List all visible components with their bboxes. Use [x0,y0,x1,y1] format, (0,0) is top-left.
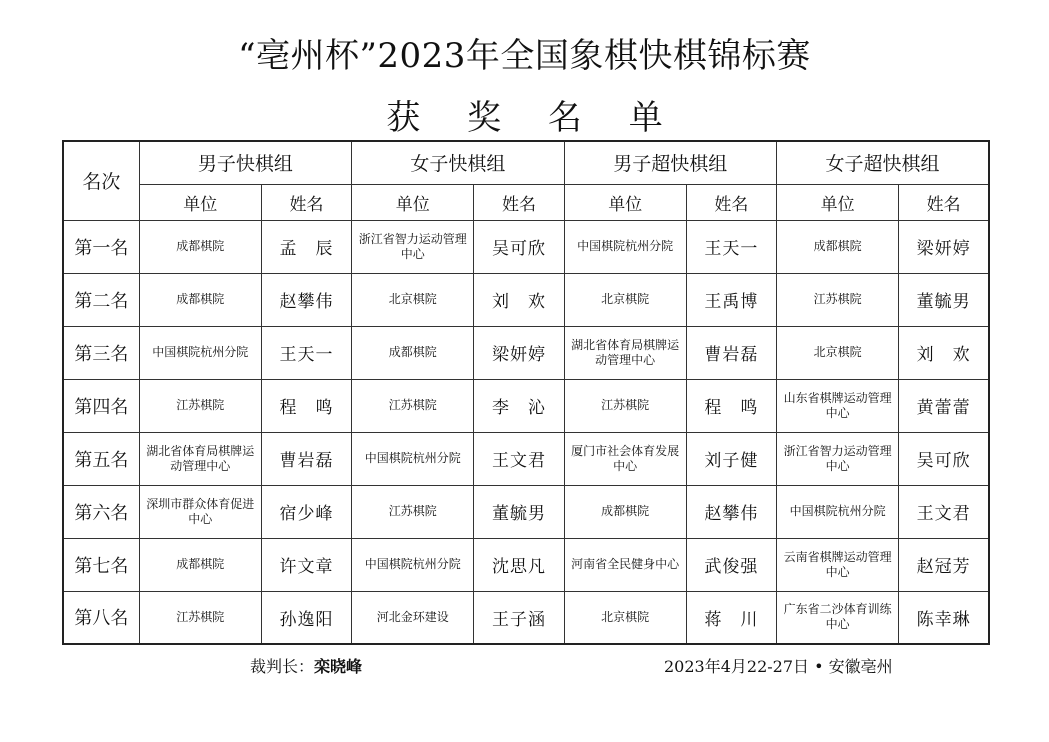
unit-cell: 中国棋院杭州分院 [139,326,261,379]
name-cell: 程 鸣 [686,379,776,432]
unit-cell: 湖北省体育局棋牌运动管理中心 [564,326,686,379]
table-row [63,485,989,538]
unit-cell: 江苏棋院 [352,379,474,432]
group-header: 男子超快棋组 [564,141,776,184]
table-row [63,273,989,326]
group-header: 女子超快棋组 [777,141,989,184]
unit-cell: 成都棋院 [777,220,899,273]
table-row [63,220,989,273]
unit-cell: 河北金环建设 [352,591,474,644]
document-subtitle: 获 奖 名 单 [386,98,681,138]
results-body [63,220,989,644]
unit-cell: 浙江省智力运动管理中心 [352,220,474,273]
referee-label: 裁判长： [250,657,315,676]
name-cell: 吴可欣 [899,432,989,485]
name-cell: 王文君 [899,485,989,538]
rank-header: 名次 [63,141,139,220]
unit-cell: 厦门市社会体育发展中心 [564,432,686,485]
name-cell: 赵冠芳 [899,538,989,591]
name-cell: 黄蕾蕾 [899,379,989,432]
unit-cell: 成都棋院 [139,273,261,326]
name-cell: 曹岩磊 [686,326,776,379]
name-cell: 王子涵 [474,591,564,644]
name-cell: 梁妍婷 [474,326,564,379]
unit-cell: 江苏棋院 [352,485,474,538]
name-cell: 王禹博 [686,273,776,326]
unit-cell: 江苏棋院 [139,379,261,432]
name-cell: 王天一 [261,326,351,379]
rank-cell: 第八名 [63,591,139,644]
name-cell: 宿少峰 [261,485,351,538]
name-header: 姓名 [261,184,351,220]
unit-cell: 中国棋院杭州分院 [352,538,474,591]
name-cell: 刘 欢 [474,273,564,326]
name-cell: 李 沁 [474,379,564,432]
unit-cell: 江苏棋院 [564,379,686,432]
rank-cell: 第四名 [63,379,139,432]
name-header: 姓名 [474,184,564,220]
unit-header: 单位 [777,184,899,220]
unit-cell: 广东省二沙体育训练中心 [777,591,899,644]
unit-cell: 湖北省体育局棋牌运动管理中心 [139,432,261,485]
name-header: 姓名 [686,184,776,220]
name-cell: 沈思凡 [474,538,564,591]
name-cell: 程 鸣 [261,379,351,432]
unit-header: 单位 [352,184,474,220]
unit-header: 单位 [564,184,686,220]
unit-cell: 中国棋院杭州分院 [564,220,686,273]
table-row [63,379,989,432]
unit-cell: 成都棋院 [139,538,261,591]
rank-cell: 第六名 [63,485,139,538]
table-row [63,591,989,644]
group-header: 女子快棋组 [352,141,564,184]
group-header: 男子快棋组 [139,141,351,184]
name-cell: 陈幸琳 [899,591,989,644]
unit-cell: 成都棋院 [352,326,474,379]
unit-cell: 深圳市群众体育促进中心 [139,485,261,538]
document-title: “亳州杯”2023年全国象棋快棋锦标赛 [238,36,811,76]
rank-cell: 第七名 [63,538,139,591]
name-cell: 许文章 [261,538,351,591]
group-header-row [63,141,989,184]
rank-cell: 第二名 [63,273,139,326]
name-cell: 赵攀伟 [261,273,351,326]
name-header: 姓名 [899,184,989,220]
name-cell: 孙逸阳 [261,591,351,644]
name-cell: 赵攀伟 [686,485,776,538]
name-cell: 武俊强 [686,538,776,591]
rank-cell: 第三名 [63,326,139,379]
unit-cell: 浙江省智力运动管理中心 [777,432,899,485]
unit-cell: 北京棋院 [564,273,686,326]
unit-cell: 山东省棋牌运动管理中心 [777,379,899,432]
date-place: 2023年4月22-27日 • 安徽亳州 [664,657,893,676]
name-cell: 孟 辰 [261,220,351,273]
name-cell: 梁妍婷 [899,220,989,273]
unit-cell: 成都棋院 [139,220,261,273]
table-row [63,432,989,485]
unit-cell: 北京棋院 [564,591,686,644]
chief-referee [250,654,362,677]
unit-header: 单位 [139,184,261,220]
table-row [63,538,989,591]
unit-cell: 成都棋院 [564,485,686,538]
unit-cell: 北京棋院 [777,326,899,379]
name-cell: 董毓男 [899,273,989,326]
name-cell: 董毓男 [474,485,564,538]
unit-cell: 北京棋院 [352,273,474,326]
name-cell: 刘 欢 [899,326,989,379]
name-cell: 曹岩磊 [261,432,351,485]
name-cell: 刘子健 [686,432,776,485]
results-table [62,140,990,645]
rank-cell: 第一名 [63,220,139,273]
name-cell: 蒋 川 [686,591,776,644]
unit-cell: 云南省棋牌运动管理中心 [777,538,899,591]
unit-cell: 中国棋院杭州分院 [352,432,474,485]
table-row [63,326,989,379]
unit-cell: 中国棋院杭州分院 [777,485,899,538]
rank-cell: 第五名 [63,432,139,485]
unit-cell: 河南省全民健身中心 [564,538,686,591]
name-cell: 吴可欣 [474,220,564,273]
unit-cell: 江苏棋院 [777,273,899,326]
referee-name: 栾晓峰 [314,657,363,676]
unit-cell: 江苏棋院 [139,591,261,644]
name-cell: 王文君 [474,432,564,485]
column-header-row [63,184,989,220]
name-cell: 王天一 [686,220,776,273]
